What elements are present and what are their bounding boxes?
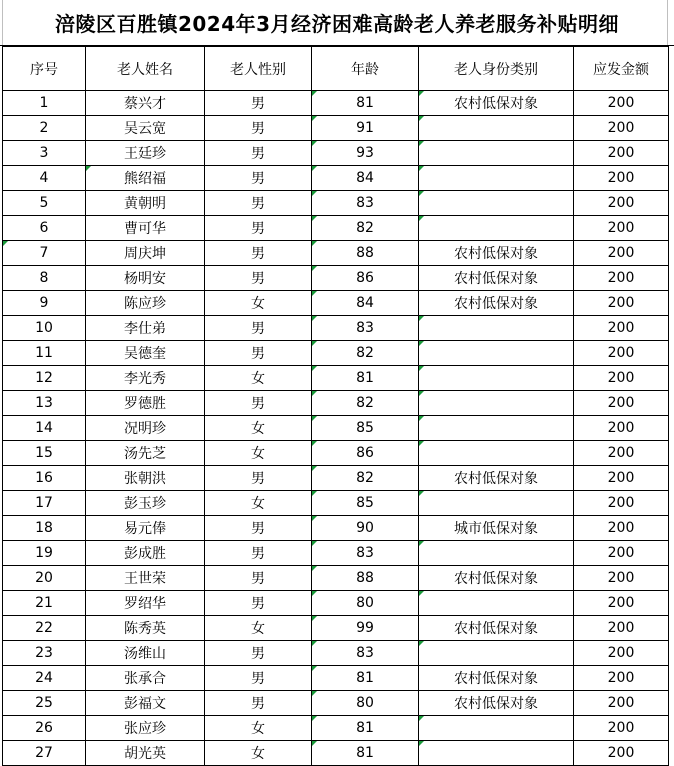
table-row [3,641,669,666]
cell-gender[interactable]: 女 [205,716,312,741]
cell-amount[interactable]: 200 [574,641,669,666]
cell-category[interactable] [419,366,574,391]
cell-name[interactable]: 彭成胜 [86,541,205,566]
cell-amount[interactable]: 200 [574,491,669,516]
header-cell-gender[interactable]: 老人性别 [205,47,312,91]
cell-age[interactable]: 81 [312,716,419,741]
table-row [3,566,669,591]
table-row [3,591,669,616]
table-row [3,716,669,741]
header-cell-no[interactable]: 序号 [3,47,86,91]
cell-category[interactable] [419,116,574,141]
cell-gender[interactable]: 男 [205,316,312,341]
cell-age[interactable]: 80 [312,591,419,616]
cell-age[interactable]: 84 [312,291,419,316]
cell-category[interactable] [419,491,574,516]
cell-no[interactable]: 1 [3,91,86,116]
cell-age[interactable]: 83 [312,191,419,216]
table-row [3,316,669,341]
cell-category[interactable]: 农村低保对象 [419,566,574,591]
cell-name[interactable]: 吴德奎 [86,341,205,366]
sheet-title: 涪陵区百胜镇2024年3月经济困难高龄老人养老服务补贴明细 [0,0,674,46]
cell-category[interactable] [419,716,574,741]
cell-name[interactable]: 汤维山 [86,641,205,666]
cell-category[interactable] [419,541,574,566]
cell-age[interactable]: 86 [312,441,419,466]
cell-category[interactable]: 农村低保对象 [419,91,574,116]
cell-name[interactable]: 黄朝明 [86,191,205,216]
cell-age[interactable]: 99 [312,616,419,641]
cell-gender[interactable]: 男 [205,91,312,116]
cell-amount[interactable]: 200 [574,616,669,641]
cell-amount[interactable]: 200 [574,191,669,216]
cell-age[interactable]: 93 [312,141,419,166]
cell-category[interactable] [419,141,574,166]
cell-no[interactable]: 27 [3,741,86,766]
cell-no[interactable]: 24 [3,666,86,691]
table-row [3,416,669,441]
cell-category[interactable]: 农村低保对象 [419,691,574,716]
table-row [3,216,669,241]
cell-amount[interactable]: 200 [574,666,669,691]
cell-name[interactable]: 易元俸 [86,516,205,541]
cell-no[interactable]: 14 [3,416,86,441]
header-row [3,47,669,91]
cell-name[interactable]: 周庆坤 [86,241,205,266]
table-row [3,466,669,491]
cell-no[interactable]: 16 [3,466,86,491]
table-row [3,616,669,641]
cell-no[interactable]: 3 [3,141,86,166]
cell-no[interactable]: 8 [3,266,86,291]
cell-name[interactable]: 汤先芝 [86,441,205,466]
cell-age[interactable]: 86 [312,266,419,291]
cell-category[interactable] [419,166,574,191]
cell-name[interactable]: 蔡兴才 [86,91,205,116]
cell-category[interactable] [419,216,574,241]
cell-name[interactable]: 杨明安 [86,266,205,291]
cell-category[interactable]: 城市低保对象 [419,516,574,541]
cell-amount[interactable]: 200 [574,416,669,441]
cell-no[interactable]: 19 [3,541,86,566]
cell-amount[interactable]: 200 [574,241,669,266]
cell-no[interactable]: 5 [3,191,86,216]
cell-age[interactable]: 82 [312,391,419,416]
cell-age[interactable]: 82 [312,216,419,241]
cell-gender[interactable]: 男 [205,266,312,291]
cell-category[interactable]: 农村低保对象 [419,241,574,266]
cell-name[interactable]: 彭福文 [86,691,205,716]
table-row [3,141,669,166]
cell-age[interactable]: 81 [312,91,419,116]
cell-category[interactable] [419,641,574,666]
table-row [3,741,669,766]
cell-name[interactable]: 况明珍 [86,416,205,441]
cell-name[interactable]: 熊绍福 [86,166,205,191]
table-row [3,516,669,541]
table-row [3,166,669,191]
cell-category[interactable] [419,416,574,441]
cell-name[interactable]: 罗德胜 [86,391,205,416]
cell-no[interactable]: 22 [3,616,86,641]
cell-gender[interactable]: 男 [205,641,312,666]
cell-no[interactable]: 6 [3,216,86,241]
cell-age[interactable]: 85 [312,416,419,441]
cell-name[interactable]: 王廷珍 [86,141,205,166]
cell-amount[interactable]: 200 [574,141,669,166]
header-cell-name[interactable]: 老人姓名 [86,47,205,91]
cell-gender[interactable]: 女 [205,366,312,391]
cell-category[interactable]: 农村低保对象 [419,666,574,691]
table-row [3,691,669,716]
table-row [3,666,669,691]
cell-no[interactable]: 7 [3,241,86,266]
cell-category[interactable]: 农村低保对象 [419,466,574,491]
table-row [3,541,669,566]
cell-gender[interactable]: 女 [205,491,312,516]
cell-amount[interactable]: 200 [574,316,669,341]
cell-amount[interactable]: 200 [574,466,669,491]
cell-gender[interactable]: 男 [205,666,312,691]
table-row [3,241,669,266]
cell-category[interactable] [419,191,574,216]
cell-name[interactable]: 曹可华 [86,216,205,241]
cell-age[interactable]: 85 [312,491,419,516]
cell-age[interactable]: 82 [312,466,419,491]
cell-no[interactable]: 23 [3,641,86,666]
table-row [3,191,669,216]
cell-name[interactable]: 张承合 [86,666,205,691]
cell-category[interactable] [419,591,574,616]
cell-no[interactable]: 26 [3,716,86,741]
table-row [3,341,669,366]
table-row [3,441,669,466]
cell-gender[interactable]: 男 [205,116,312,141]
cell-no[interactable]: 10 [3,316,86,341]
cell-category[interactable]: 农村低保对象 [419,266,574,291]
cell-category[interactable] [419,391,574,416]
cell-gender[interactable]: 女 [205,616,312,641]
cell-category[interactable] [419,341,574,366]
cell-age[interactable]: 83 [312,316,419,341]
cell-gender[interactable]: 女 [205,291,312,316]
cell-no[interactable]: 25 [3,691,86,716]
cell-amount[interactable]: 200 [574,716,669,741]
cell-amount[interactable]: 200 [574,691,669,716]
cell-no[interactable]: 2 [3,116,86,141]
cell-gender[interactable]: 男 [205,541,312,566]
cell-name[interactable]: 王世荣 [86,566,205,591]
cell-amount[interactable]: 200 [574,116,669,141]
cell-gender[interactable]: 男 [205,216,312,241]
cell-no[interactable]: 12 [3,366,86,391]
cell-age[interactable]: 83 [312,541,419,566]
cell-amount[interactable]: 200 [574,591,669,616]
cell-age[interactable]: 80 [312,691,419,716]
cell-name[interactable]: 陈应珍 [86,291,205,316]
cell-amount[interactable]: 200 [574,341,669,366]
cell-no[interactable]: 17 [3,491,86,516]
cell-name[interactable]: 李仕弟 [86,316,205,341]
cell-no[interactable]: 9 [3,291,86,316]
cell-age[interactable]: 81 [312,741,419,766]
cell-category[interactable] [419,441,574,466]
cell-amount[interactable]: 200 [574,91,669,116]
cell-amount[interactable]: 200 [574,741,669,766]
cell-age[interactable]: 81 [312,366,419,391]
cell-gender[interactable]: 男 [205,466,312,491]
table-row [3,116,669,141]
cell-name[interactable]: 陈秀英 [86,616,205,641]
cell-name[interactable]: 张朝洪 [86,466,205,491]
cell-age[interactable]: 88 [312,241,419,266]
cell-gender[interactable]: 女 [205,741,312,766]
cell-gender[interactable]: 男 [205,391,312,416]
cell-no[interactable]: 4 [3,166,86,191]
cell-no[interactable]: 21 [3,591,86,616]
cell-age[interactable]: 83 [312,641,419,666]
cell-gender[interactable]: 男 [205,141,312,166]
table-row [3,366,669,391]
cell-gender[interactable]: 男 [205,241,312,266]
cell-age[interactable]: 82 [312,341,419,366]
cell-age[interactable]: 81 [312,666,419,691]
cell-gender[interactable]: 女 [205,441,312,466]
cell-no[interactable]: 20 [3,566,86,591]
cell-name[interactable]: 吴云宽 [86,116,205,141]
subsidy-table [2,46,669,766]
cell-amount[interactable]: 200 [574,516,669,541]
cell-amount[interactable]: 200 [574,366,669,391]
cell-age[interactable]: 90 [312,516,419,541]
cell-amount[interactable]: 200 [574,266,669,291]
cell-name[interactable]: 彭玉珍 [86,491,205,516]
cell-gender[interactable]: 男 [205,691,312,716]
cell-gender[interactable]: 男 [205,566,312,591]
cell-gender[interactable]: 男 [205,591,312,616]
cell-no[interactable]: 13 [3,391,86,416]
cell-name[interactable]: 罗绍华 [86,591,205,616]
cell-category[interactable] [419,741,574,766]
cell-gender[interactable]: 男 [205,166,312,191]
table-row [3,91,669,116]
cell-category[interactable] [419,316,574,341]
cell-gender[interactable]: 男 [205,516,312,541]
header-cell-amount[interactable]: 应发金额 [574,47,669,91]
header-cell-age[interactable]: 年龄 [312,47,419,91]
cell-name[interactable]: 李光秀 [86,366,205,391]
cell-amount[interactable]: 200 [574,441,669,466]
cell-no[interactable]: 15 [3,441,86,466]
cell-gender[interactable]: 男 [205,191,312,216]
cell-no[interactable]: 18 [3,516,86,541]
cell-age[interactable]: 84 [312,166,419,191]
cell-amount[interactable]: 200 [574,291,669,316]
cell-amount[interactable]: 200 [574,566,669,591]
table-row [3,391,669,416]
cell-amount[interactable]: 200 [574,166,669,191]
cell-amount[interactable]: 200 [574,216,669,241]
cell-amount[interactable]: 200 [574,391,669,416]
cell-no[interactable]: 11 [3,341,86,366]
table-row [3,491,669,516]
cell-gender[interactable]: 女 [205,416,312,441]
cell-age[interactable]: 88 [312,566,419,591]
cell-category[interactable]: 农村低保对象 [419,291,574,316]
cell-name[interactable]: 张应珍 [86,716,205,741]
cell-amount[interactable]: 200 [574,541,669,566]
cell-category[interactable]: 农村低保对象 [419,616,574,641]
header-cell-category[interactable]: 老人身份类别 [419,47,574,91]
table-row [3,266,669,291]
cell-gender[interactable]: 男 [205,341,312,366]
cell-name[interactable]: 胡光英 [86,741,205,766]
cell-age[interactable]: 91 [312,116,419,141]
table-row [3,291,669,316]
